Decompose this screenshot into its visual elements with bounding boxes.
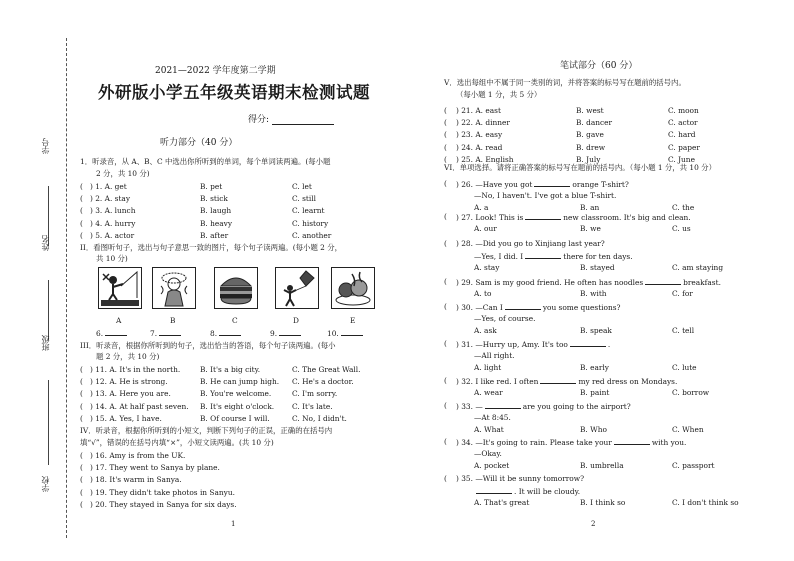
s6-option-26-2: C. the bbox=[672, 203, 695, 212]
s5-option-21-2: B. west bbox=[576, 106, 604, 115]
answer-blank-8[interactable] bbox=[210, 329, 241, 337]
s6-line-31: —All right. bbox=[474, 351, 515, 360]
s6-option-31-0: A. light bbox=[474, 363, 502, 372]
s6-text: you some questions? bbox=[542, 303, 621, 312]
s3-answer-paren-14[interactable]: ( bbox=[80, 401, 83, 411]
s1-option-1-3: C. let bbox=[292, 182, 312, 191]
picture-c-hamburger bbox=[214, 267, 258, 309]
s3-option-11-3: C. The Great Wall. bbox=[292, 365, 361, 374]
s5-option-21-3: C. moon bbox=[668, 106, 699, 115]
s5-option-24-3: C. paper bbox=[668, 142, 700, 152]
fill-blank-27[interactable] bbox=[525, 213, 561, 220]
score-blank[interactable] bbox=[272, 116, 334, 125]
s6-question-34 bbox=[456, 438, 686, 446]
s1-answer-paren-1[interactable]: ( bbox=[80, 182, 83, 191]
picture-label-c: C bbox=[232, 316, 238, 325]
s1-instruction-line2: 2 分，共 10 分) bbox=[96, 169, 150, 178]
s6-text: . bbox=[607, 340, 611, 349]
s3-answer-paren-13[interactable]: ( bbox=[80, 389, 83, 399]
s3-question-12: ) 12. A. He is strong. bbox=[90, 377, 168, 387]
s6-question-31 bbox=[456, 340, 610, 348]
score-label: 得分: bbox=[248, 115, 270, 125]
s5-question-25: ) 25. A. English bbox=[456, 154, 514, 164]
s6-option-34-2: C. passport bbox=[672, 461, 715, 470]
blank-num-9: 9. bbox=[270, 329, 278, 338]
s5-option-22-2: B. dancer bbox=[576, 118, 613, 128]
s1-option-1-2: B. pet bbox=[200, 182, 223, 191]
s1-answer-paren-3[interactable]: ( bbox=[80, 206, 83, 216]
s5-option-24-2: B. drew bbox=[576, 142, 606, 152]
fill-blank-28[interactable] bbox=[525, 252, 561, 259]
s6-question-27 bbox=[456, 213, 691, 221]
picture-b-sick-girl bbox=[152, 267, 196, 309]
s6-text: with you. bbox=[651, 438, 687, 447]
s5-answer-paren-25[interactable]: ( bbox=[444, 154, 447, 164]
picture-e-vegetables bbox=[331, 267, 375, 309]
s4-question-16: ) 16. Amy is from the UK. bbox=[90, 451, 186, 460]
s4-question-19: ) 19. They didn't take photos in Sanyu. bbox=[90, 487, 235, 497]
s6-answer-paren-26[interactable]: ( bbox=[444, 179, 447, 188]
s6-question-32 bbox=[456, 377, 677, 385]
s1-option-2-3: C. still bbox=[292, 194, 316, 204]
fill-blank-29[interactable] bbox=[645, 278, 681, 285]
margin-label-student-no: 学号 bbox=[41, 138, 50, 154]
answer-blank-10[interactable] bbox=[327, 329, 363, 337]
s6-answer-paren-28[interactable]: ( bbox=[444, 239, 447, 248]
blank-num-8: 8. bbox=[210, 329, 218, 338]
s6-option-28-2: C. am staying bbox=[672, 263, 724, 272]
s1-question-2: ) 2. A. stay bbox=[90, 194, 131, 204]
s6-option-32-0: A. wear bbox=[474, 388, 503, 397]
s6-option-30-2: C. tell bbox=[672, 326, 695, 335]
written-section-title: 笔试部分（60 分） bbox=[560, 61, 638, 71]
s3-option-14-2: B. It's eight o'clock. bbox=[200, 401, 275, 411]
s4-instruction-line2: 填“√”，错误的在括号内填“×”，小短文读两遍。(共 10 分) bbox=[80, 438, 274, 447]
s6-question-29 bbox=[456, 278, 721, 286]
margin-label-name: 姓名 bbox=[41, 235, 50, 251]
s6-option-29-0: A. to bbox=[474, 289, 492, 298]
s6-option-35-1: B. I think so bbox=[580, 498, 626, 507]
s5-option-22-3: C. actor bbox=[668, 118, 698, 128]
fill-blank-34[interactable] bbox=[614, 438, 650, 445]
margin-line-class bbox=[48, 380, 49, 465]
s3-answer-paren-11[interactable]: ( bbox=[80, 365, 83, 374]
s6-text: ) 34. —It's going to rain. Please take your bbox=[456, 438, 612, 447]
s1-question-3: ) 3. A. lunch bbox=[90, 206, 136, 216]
fill-blank-26[interactable] bbox=[534, 180, 570, 187]
s6-line-34: —Okay. bbox=[474, 449, 502, 458]
s6-text: ) 35. —Will it be sunny tomorrow? bbox=[456, 474, 585, 483]
s3-question-11: ) 11. A. It's in the north. bbox=[90, 365, 181, 374]
s1-instruction-line1: 1．听录音，从 A、B、C 中选出你所听到的单词，每个单词读两遍。(每小题 bbox=[80, 157, 331, 166]
s1-option-3-2: B. laugh bbox=[200, 206, 232, 216]
s6-option-26-0: A. a bbox=[474, 203, 489, 212]
s6-line-26: —No, I haven't. I've got a blue T-shirt. bbox=[474, 191, 617, 200]
s6-text: breakfast. bbox=[683, 278, 721, 287]
s5-question-24: ) 24. A. read bbox=[456, 142, 503, 152]
picture-d-kite bbox=[275, 267, 319, 309]
s5-option-23-3: C. hard bbox=[668, 130, 696, 140]
s5-answer-paren-23[interactable]: ( bbox=[444, 130, 447, 140]
s1-answer-paren-4[interactable]: ( bbox=[80, 218, 83, 228]
s1-question-5: ) 5. A. actor bbox=[90, 230, 135, 240]
s4-instruction-line1: IV．听录音，根据你所听到的小短文，判断下列句子的正误，正确的在括号内 bbox=[80, 426, 333, 435]
s6-option-33-2: C. When bbox=[672, 425, 704, 434]
s6-text: there for ten days. bbox=[563, 252, 633, 261]
s6-text: ) 28. —Did you go to Xinjiang last year? bbox=[456, 239, 605, 248]
s6-question-28 bbox=[456, 240, 605, 247]
s3-instruction-line1: III．听录音，根据你所听到的句子，选出恰当的答语，每个句子读两遍。(每小 bbox=[80, 341, 336, 350]
picture-a-fishing bbox=[98, 267, 142, 309]
s1-option-3-3: C. learnt bbox=[292, 206, 325, 216]
s3-question-13: ) 13. A. Here you are. bbox=[90, 389, 171, 399]
s6-text: ) 27. Look! This is bbox=[456, 213, 524, 222]
margin-label-class: 班级 bbox=[41, 335, 50, 351]
s4-question-18: ) 18. It's warm in Sanya. bbox=[90, 475, 182, 485]
s3-answer-paren-12[interactable]: ( bbox=[80, 377, 83, 387]
s6-text: —Yes, I did. I bbox=[474, 252, 524, 261]
s6-question-35 bbox=[456, 475, 584, 482]
s3-option-13-2: B. You're welcome. bbox=[200, 389, 272, 399]
s6-answer-paren-30[interactable]: ( bbox=[444, 302, 447, 311]
margin-label-school: 学校 bbox=[41, 476, 50, 492]
s6-option-26-1: B. an bbox=[580, 203, 600, 212]
picture-label-d: D bbox=[293, 316, 299, 325]
s1-answer-paren-2[interactable]: ( bbox=[80, 194, 83, 204]
s1-option-2-2: B. stick bbox=[200, 194, 228, 204]
answer-blank-7[interactable] bbox=[150, 329, 181, 337]
s6-text: my red dress on Mondays. bbox=[578, 377, 678, 386]
s3-instruction-line2: 题 2 分，共 10 分) bbox=[96, 352, 160, 361]
s6-option-30-0: A. ask bbox=[474, 326, 497, 335]
s2-instruction-line1: II．看图听句子，选出与句子意思一致的图片，每个句子读两遍。(每小题 2 分， bbox=[80, 243, 343, 252]
s5-question-21: ) 21. A. east bbox=[456, 106, 501, 115]
s6-option-27-0: A. our bbox=[474, 224, 497, 233]
s4-question-17: ) 17. They went to Sanya by plane. bbox=[90, 463, 220, 473]
school-year: 2021—2022 学年度第二学期 bbox=[155, 66, 276, 76]
s5-option-23-2: B. gave bbox=[576, 130, 604, 140]
s3-question-14: ) 14. A. At half past seven. bbox=[90, 401, 189, 411]
s3-option-15-2: B. Of course I will. bbox=[200, 413, 270, 423]
s6-option-34-0: A. pocket bbox=[474, 461, 510, 470]
s6-text: ) 30. —Can I bbox=[456, 303, 503, 312]
s1-question-4: ) 4. A. hurry bbox=[90, 218, 136, 228]
s6-instruction: VI．单项选择。请将正确答案的标号写在题前的括号内。（每小题 1 分，共 10 分） bbox=[444, 163, 716, 172]
s6-answer-paren-29[interactable]: ( bbox=[444, 277, 447, 286]
s6-line-33: —At 8:45. bbox=[474, 413, 511, 422]
s1-option-4-2: B. heavy bbox=[200, 218, 233, 228]
s6-text: . It will be cloudy. bbox=[514, 487, 581, 496]
s6-option-35-0: A. That's great bbox=[474, 498, 530, 507]
s5-option-25-3: C. June bbox=[668, 154, 695, 164]
fill-blank-33[interactable] bbox=[485, 402, 521, 409]
s1-option-5-2: B. after bbox=[200, 230, 229, 240]
s6-text: ) 31. —Hurry up, Amy. It's too bbox=[456, 340, 568, 349]
s3-option-12-2: B. He can jump high. bbox=[200, 377, 280, 387]
answer-blank-6[interactable] bbox=[96, 329, 127, 337]
s3-option-13-3: C. I'm sorry. bbox=[292, 389, 338, 399]
s5-answer-paren-21[interactable]: ( bbox=[444, 106, 447, 115]
s6-option-33-0: A. What bbox=[474, 425, 504, 434]
s6-text: new classroom. It's big and clean. bbox=[563, 213, 691, 222]
s6-text: ) 33. — bbox=[456, 402, 483, 411]
s5-question-22: ) 22. A. dinner bbox=[456, 118, 510, 128]
binding-line bbox=[66, 38, 67, 538]
s4-answer-paren-17[interactable]: ( bbox=[80, 463, 83, 473]
s6-answer-paren-27[interactable]: ( bbox=[444, 212, 447, 221]
s4-answer-paren-20[interactable]: ( bbox=[80, 499, 83, 509]
s6-option-32-2: C. borrow bbox=[672, 388, 710, 397]
s6-option-32-1: B. paint bbox=[580, 388, 610, 397]
s6-option-30-1: B. speak bbox=[580, 326, 612, 335]
s5-answer-paren-24[interactable]: ( bbox=[444, 142, 447, 152]
blank-num-6: 6. bbox=[96, 329, 104, 338]
blank-num-7: 7. bbox=[150, 329, 158, 338]
s2-instruction-line2: 共 10 分) bbox=[96, 254, 128, 263]
blank-num-10: 10. bbox=[327, 329, 339, 338]
page-number-right: 2 bbox=[591, 520, 596, 528]
s5-question-23: ) 23. A. easy bbox=[456, 130, 503, 140]
s3-answer-paren-15[interactable]: ( bbox=[80, 413, 83, 423]
s5-answer-paren-22[interactable]: ( bbox=[444, 118, 447, 128]
s4-answer-paren-19[interactable]: ( bbox=[80, 487, 83, 497]
s6-option-28-1: B. stayed bbox=[580, 263, 615, 272]
picture-label-b: B bbox=[170, 316, 176, 325]
fill-blank-32[interactable] bbox=[540, 377, 576, 384]
s5-instruction-line1: V．选出每组中不属于同一类别的词，并将答案的标号写在题前的括号内。 bbox=[444, 78, 686, 87]
s3-question-15: ) 15. A. Yes, I have. bbox=[90, 413, 162, 423]
s3-option-14-3: C. It's late. bbox=[292, 401, 333, 411]
s6-text: are you going to the airport? bbox=[522, 402, 631, 411]
s6-answer-paren-35[interactable]: ( bbox=[444, 474, 447, 483]
s6-answer-paren-33[interactable]: ( bbox=[444, 401, 447, 410]
picture-label-e: E bbox=[350, 316, 356, 325]
s6-option-27-2: C. us bbox=[672, 224, 691, 233]
s6-line-35 bbox=[474, 487, 580, 495]
listening-section-title: 听力部分（40 分） bbox=[160, 138, 238, 148]
exam-title: 外研版小学五年级英语期末检测试题 bbox=[98, 83, 370, 102]
s6-option-33-1: B. Who bbox=[580, 425, 607, 434]
s6-question-26 bbox=[456, 180, 629, 188]
margin-line-name bbox=[48, 280, 49, 340]
picture-label-a: A bbox=[116, 316, 122, 325]
s4-answer-paren-18[interactable]: ( bbox=[80, 475, 83, 485]
s1-option-5-3: C. another bbox=[292, 230, 332, 240]
s6-text: ) 32. I like red. I often bbox=[456, 377, 539, 386]
s6-text: orange T-shirt? bbox=[572, 180, 629, 189]
s1-question-1: ) 1. A. get bbox=[90, 182, 127, 191]
fill-blank-30[interactable] bbox=[505, 303, 541, 310]
s3-option-11-2: B. It's a big city. bbox=[200, 365, 261, 374]
page-number-left: 1 bbox=[231, 520, 236, 528]
s4-question-20: ) 20. They stayed in Sanya for six days. bbox=[90, 499, 237, 509]
s6-question-30 bbox=[456, 303, 621, 311]
s6-option-29-2: C. for bbox=[672, 289, 693, 298]
s3-option-15-3: C. No, I didn't. bbox=[292, 413, 347, 423]
s5-instruction-line2: （每小题 1 分，共 5 分） bbox=[456, 90, 542, 99]
s6-option-31-2: C. lute bbox=[672, 363, 697, 372]
s1-answer-paren-5[interactable]: ( bbox=[80, 230, 83, 240]
s6-text: ) 29. Sam is my good friend. He often has noodles bbox=[456, 278, 644, 287]
s4-answer-paren-16[interactable]: ( bbox=[80, 451, 83, 460]
s1-option-4-3: C. history bbox=[292, 218, 329, 228]
s6-line-30: —Yes, of course. bbox=[474, 314, 536, 323]
answer-blank-9[interactable] bbox=[270, 329, 301, 337]
s6-text: ) 26. —Have you got bbox=[456, 180, 533, 189]
s3-option-12-3: C. He's a doctor. bbox=[292, 377, 354, 387]
s6-line-28 bbox=[474, 252, 633, 260]
fill-blank-35[interactable] bbox=[476, 487, 512, 494]
fill-blank-31[interactable] bbox=[570, 340, 606, 347]
s6-option-34-1: B. umbrella bbox=[580, 461, 624, 470]
s6-option-28-0: A. stay bbox=[474, 263, 500, 272]
s6-option-35-2: C. I don't think so bbox=[672, 498, 739, 507]
s5-option-25-2: B. July bbox=[576, 154, 601, 164]
s6-answer-paren-34[interactable]: ( bbox=[444, 437, 447, 446]
s6-answer-paren-32[interactable]: ( bbox=[444, 376, 447, 385]
score-field bbox=[248, 112, 334, 125]
s6-option-29-1: B. with bbox=[580, 289, 607, 298]
s6-answer-paren-31[interactable]: ( bbox=[444, 339, 447, 348]
s6-option-31-1: B. early bbox=[580, 363, 609, 372]
s6-question-33 bbox=[456, 402, 631, 410]
s6-option-27-1: B. we bbox=[580, 224, 601, 233]
